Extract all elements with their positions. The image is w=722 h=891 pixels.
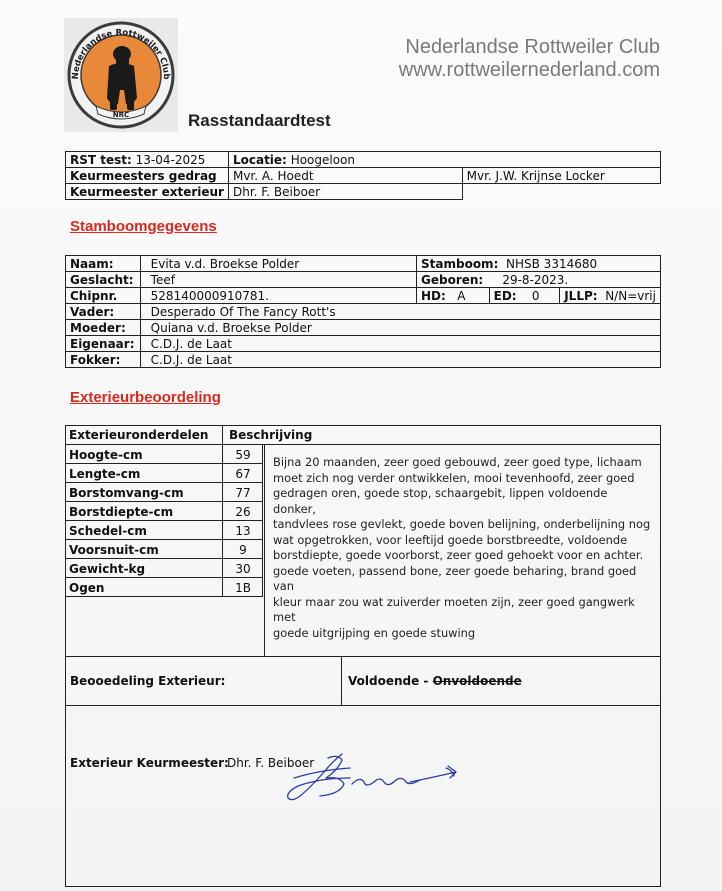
table-row — [66, 168, 661, 184]
measure-row — [65, 559, 263, 578]
hd-value: A — [457, 288, 466, 303]
description-line: Bijna 20 maanden, zeer goed gebouwd, zeer goed type, lichaam — [273, 455, 642, 469]
measure-value: 13 — [235, 524, 251, 538]
vader-label: Vader: — [66, 304, 141, 320]
naam-value: Evita v.d. Broekse Polder — [140, 256, 416, 272]
description-line: goede voeten, passend bone, zeer goede beharing, brand goed van — [273, 563, 637, 593]
measure-row — [65, 483, 263, 502]
stamboom-value: NHSB 3314680 — [506, 256, 598, 271]
col-desc-header: Beschrijving — [229, 428, 313, 442]
geslacht-value: Teef — [140, 272, 416, 288]
table-row — [66, 184, 661, 200]
measure-value: 30 — [235, 562, 251, 576]
measure-label: Borstomvang-cm — [69, 486, 184, 500]
description-line: gedragen oren, goede stop, schaargebit, lippen voldoende donker, — [273, 486, 608, 516]
signature-image — [280, 748, 470, 808]
fokker-value: C.D.J. de Laat — [140, 352, 660, 368]
beoordeling-label: Beooedeling Exterieur: — [70, 674, 226, 688]
club-logo — [64, 18, 178, 132]
divider — [65, 656, 661, 657]
keurmeesters-gedrag-label: Keurmeesters gedrag — [66, 168, 229, 184]
keurmeester-value: Dhr. F. Beiboer — [227, 756, 315, 770]
geboren-label: Geboren: — [421, 272, 484, 287]
measure-value: 67 — [235, 467, 251, 481]
measure-row — [65, 445, 263, 464]
exterieur-section-title: Exterieurbeoordeling — [70, 389, 221, 406]
divider — [65, 705, 661, 706]
geslacht-label: Geslacht: — [66, 272, 141, 288]
divider — [341, 656, 342, 706]
measure-row — [65, 521, 263, 540]
hd-label: HD: — [421, 288, 446, 303]
test-info-table — [65, 151, 661, 200]
ed-value: 0 — [531, 288, 540, 303]
description-line: wat opgetrokken, voor leeftijd goede borstbreedte, voldoende — [273, 532, 628, 547]
rst-test-label: RST test: — [70, 152, 132, 167]
measure-row — [65, 578, 263, 597]
keurmeester-exterieur-value: Dhr. F. Beiboer — [228, 184, 462, 200]
measure-label: Schedel-cm — [69, 524, 147, 538]
keurmeester-exterieur-label: Keurmeester exterieur — [66, 184, 229, 200]
measure-value: 26 — [235, 505, 251, 519]
eigenaar-value: C.D.J. de Laat — [140, 336, 660, 352]
measure-value: 1B — [235, 581, 251, 595]
description-text — [273, 455, 653, 641]
logo-nrc-text: NRC — [112, 111, 130, 119]
chipnr-value: 528140000910781. — [140, 288, 416, 304]
keurmeester-label: Exterieur Keurmeester: — [70, 756, 229, 770]
club-url: www.rottweilernederland.com — [398, 59, 660, 81]
table-row — [66, 272, 661, 288]
description-divider — [264, 445, 265, 656]
table-row — [66, 256, 661, 272]
stamboom-label: Stamboom: — [421, 256, 499, 271]
locatie-label: Locatie: — [232, 152, 287, 167]
table-row — [66, 304, 661, 320]
measure-row — [65, 464, 263, 483]
vader-value: Desperado Of The Fancy Rott's — [140, 304, 660, 320]
table-row — [66, 152, 661, 168]
chipnr-label: Chipnr. — [66, 288, 141, 304]
keurmeester-gedrag-2: Mvr. J.W. Krijnse Locker — [462, 168, 660, 184]
measure-row — [65, 502, 263, 521]
measure-label: Gewicht-kg — [69, 562, 146, 576]
measure-label: Ogen — [69, 581, 105, 595]
club-name: Nederlandse Rottweiler Club — [405, 36, 660, 58]
description-line: goede uitgrijping en goede stuwing — [273, 625, 476, 640]
table-row — [66, 352, 661, 368]
description-line: moet zich nog verder ontwikkelen, mooi tevenhoofd, zeer goed — [273, 470, 635, 485]
jllp-label: JLLP: — [564, 288, 598, 303]
stamboom-table — [65, 255, 661, 368]
beoordeling-result — [348, 674, 522, 688]
description-line: kleur maar zou wat zuiverder moeten zijn, zeer goed gangwerk met — [273, 594, 635, 624]
measure-label: Borstdiepte-cm — [69, 505, 174, 519]
measure-value: 9 — [239, 543, 247, 557]
measure-label: Lengte-cm — [69, 467, 141, 481]
naam-label: Naam: — [66, 256, 141, 272]
measure-value: 59 — [235, 448, 251, 462]
logo-ring-text: Nederlandse Rottweiler Club — [70, 27, 172, 80]
description-line: borstdiepte, goede voorborst, zeer goed gehoekt voor en achter. — [273, 548, 644, 562]
eigenaar-label: Eigenaar: — [66, 336, 141, 352]
document-title: Rasstandaardtest — [188, 111, 331, 130]
rst-test-value: 13-04-2025 — [135, 152, 206, 167]
beoordeling-struck-text: Onvoldoende — [432, 674, 522, 688]
description-line: tandvlees rose gevlekt, goede boven belijning, onderbelijning nog — [273, 517, 651, 531]
jllp-value: N/N=vrij — [605, 288, 656, 303]
fokker-label: Fokker: — [66, 352, 141, 368]
table-row — [66, 320, 661, 336]
keurmeester-gedrag-1: Mvr. A. Hoedt — [228, 168, 462, 184]
moeder-label: Moeder: — [66, 320, 141, 336]
measure-value: 77 — [235, 486, 251, 500]
measure-row — [65, 540, 263, 559]
measure-label: Voorsnuit-cm — [69, 543, 159, 557]
geboren-value: 29-8-2023. — [502, 272, 569, 287]
stamboom-section-title: Stamboomgegevens — [70, 218, 217, 235]
locatie-value: Hoogeloon — [290, 152, 356, 167]
exterieur-header-row — [65, 425, 661, 445]
moeder-value: Quiana v.d. Broekse Polder — [140, 320, 660, 336]
ed-label: ED: — [493, 288, 517, 303]
beoordeling-result-text: Voldoende - — [348, 674, 433, 688]
col-parts-header: Exterieuronderdelen — [69, 428, 209, 442]
table-row — [66, 288, 661, 304]
table-row — [66, 336, 661, 352]
measure-label: Hoogte-cm — [69, 448, 143, 462]
